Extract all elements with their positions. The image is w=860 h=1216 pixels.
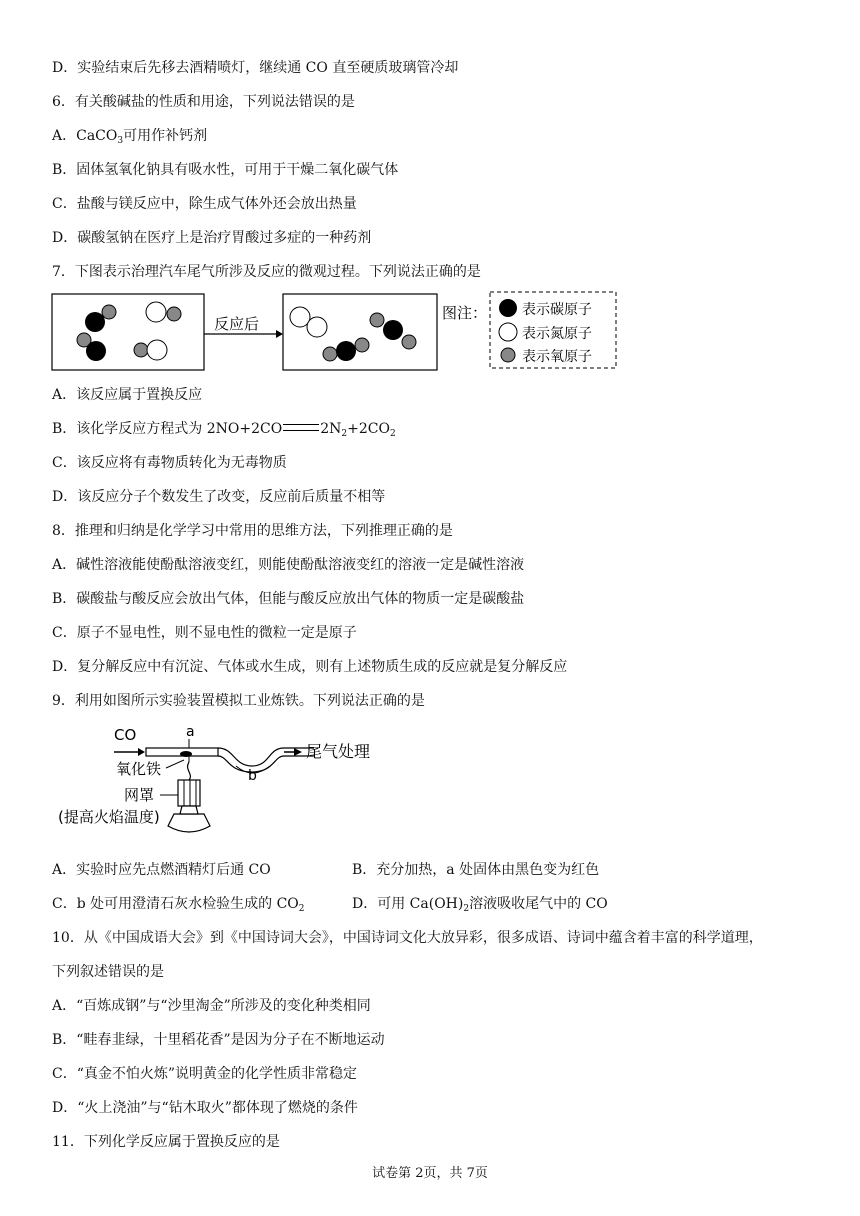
q9-option-b: B．充分加热，a 处固体由黑色变为红色 — [352, 862, 600, 878]
q7-option-c: C．该反应将有毒物质转化为无毒物质 — [52, 455, 287, 471]
burner-neck — [180, 806, 198, 814]
alcohol-burner — [168, 814, 210, 832]
q7-option-d: D．该反应分子个数发生了改变，反应前后质量不相等 — [52, 489, 386, 505]
q9-stem: 9．利用如图所示实验装置模拟工业炼铁。下列说法正确的是 — [52, 693, 425, 709]
carbon-atom — [383, 320, 403, 340]
legend-carbon-icon — [499, 299, 517, 317]
products-box — [283, 294, 437, 370]
q7-b-mid: 2N — [320, 421, 342, 437]
q9-option-d — [352, 894, 608, 914]
q9-d-post: 溶液吸收尾气中的 CO — [469, 896, 608, 912]
nitrogen-atom — [307, 317, 327, 337]
q7-diagram — [50, 290, 620, 374]
q8-option-d: D．复分解反应中有沉淀、气体或水生成，则有上述物质生成的反应就是复分解反应 — [52, 659, 568, 675]
q7-b-sub2: 2 — [389, 429, 396, 439]
legend-nitrogen-label: 表示氮原子 — [522, 326, 592, 342]
co-label: CO — [114, 726, 137, 744]
q8-option-a: A．碱性溶液能使酚酞溶液变红，则能使酚酞溶液变红的溶液一定是碱性溶液 — [52, 557, 525, 573]
nitrogen-atom — [147, 340, 167, 360]
reactants-box — [52, 294, 204, 370]
tail-arrow-head — [294, 748, 302, 756]
q9-option-c — [52, 894, 305, 914]
oxygen-atom — [134, 343, 148, 357]
oxygen-atom — [355, 338, 369, 352]
q6-option-d: D．碳酸氢钠在医疗上是治疗胃酸过多症的一种药剂 — [52, 230, 372, 246]
carbon-atom — [86, 341, 106, 361]
arrow-label: 反应后 — [214, 315, 260, 333]
page-footer: 试卷第 2页，共 7页 — [372, 1166, 488, 1181]
q7-option-a: A．该反应属于置换反应 — [52, 387, 203, 403]
q9-d-pre: D．可用 Ca(OH) — [352, 896, 464, 912]
q9-c-sub: 2 — [298, 904, 305, 914]
carbon-atom — [85, 312, 105, 332]
arrow-head — [276, 330, 283, 338]
oxygen-atom — [323, 347, 337, 361]
mesh-label: 网罩 — [124, 786, 155, 804]
q10-option-a: A．“百炼成钢”与“沙里淘金”所涉及的变化种类相同 — [52, 998, 371, 1014]
q8-option-c: C．原子不显电性，则不显电性的微粒一定是原子 — [52, 625, 357, 641]
q8-option-b: B．碳酸盐与酸反应会放出气体，但能与酸反应放出气体的物质一定是碳酸盐 — [52, 591, 525, 607]
q7-b-sub1: 2 — [341, 429, 348, 439]
legend-nitrogen-icon — [499, 323, 517, 341]
q9-d-sub: 2 — [463, 904, 470, 914]
q9-option-a: A．实验时应先点燃酒精灯后通 CO — [52, 862, 271, 878]
label-b: b — [248, 768, 257, 784]
legend-title: 图注： — [442, 304, 488, 322]
mesh-cover — [178, 780, 200, 806]
q10-option-c: C．“真金不怕火炼”说明黄金的化学性质非常稳定 — [52, 1066, 358, 1082]
q8-stem: 8．推理和归纳是化学学习中常用的思维方法，下列推理正确的是 — [52, 523, 453, 539]
q10-option-b: B．“畦春韭绿，十里稻花香”是因为分子在不断地运动 — [52, 1032, 385, 1048]
legend-oxygen-icon — [501, 348, 515, 362]
q10-option-d: D．“火上浇油”与“钻木取火”都体现了燃烧的条件 — [52, 1100, 358, 1116]
tail-gas-label: 尾气处理 — [306, 742, 371, 761]
oxygen-atom — [102, 305, 116, 319]
q6-stem: 6．有关酸碱盐的性质和用途，下列说法错误的是 — [52, 94, 355, 110]
q9-c-pre: C．b 处可用澄清石灰水检验生成的 CO — [52, 896, 299, 912]
nitrogen-atom — [146, 302, 166, 322]
oxide-label: 氧化铁 — [116, 760, 162, 778]
q6-option-a — [52, 126, 207, 146]
q7-b-mid2: +2CO — [347, 421, 390, 437]
q7-option-b — [52, 419, 396, 439]
co-arrow-head — [138, 748, 145, 756]
q7-stem: 7．下图表示治理汽车尾气所涉及反应的微观过程。下列说法正确的是 — [52, 264, 481, 280]
oxygen-atom — [402, 335, 416, 349]
iron-oxide-sample — [180, 751, 192, 757]
legend-oxygen-label: 表示氧原子 — [522, 349, 592, 365]
q6-option-c: C．盐酸与镁反应中，除生成气体外还会放出热量 — [52, 196, 357, 212]
q10-stem-line2: 下列叙述错误的是 — [52, 964, 164, 980]
temperature-note: (提高火焰温度) — [58, 808, 160, 826]
pointer-oxide — [166, 760, 184, 768]
q5-option-d: D．实验结束后先移去酒精喷灯，继续通 CO 直至硬质玻璃管冷却 — [52, 60, 459, 76]
q11-stem: 11．下列化学反应属于置换反应的是 — [52, 1134, 280, 1150]
q7-b-pre: B．该化学反应方程式为 2NO+2CO — [52, 421, 283, 437]
carbon-atom — [336, 341, 356, 361]
oxygen-atom — [167, 307, 181, 321]
label-a: a — [186, 724, 195, 740]
legend-carbon-label: 表示碳原子 — [522, 302, 592, 318]
q6-a-pre: A．CaCO — [52, 128, 118, 144]
q6-option-b: B．固体氢氧化钠具有吸水性，可用于干燥二氧化碳气体 — [52, 162, 399, 178]
q6-a-sub: 3 — [117, 136, 124, 146]
q6-a-post: 可用作补钙剂 — [123, 128, 208, 144]
oxygen-atom — [370, 313, 384, 327]
q10-stem-line1: 10．从《中国成语大会》到《中国诗词大会》，中国诗词文化大放异彩，很多成语、诗词中蕴含着丰富的科学道理， — [52, 930, 763, 946]
q9-apparatus-diagram — [56, 722, 386, 840]
equation-equals — [283, 424, 319, 431]
flame — [188, 762, 191, 780]
